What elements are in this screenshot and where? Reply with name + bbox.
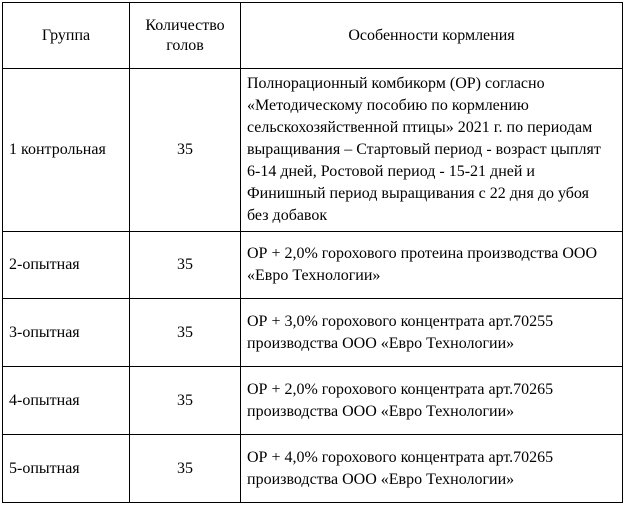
cell-feeding: ОР + 4,0% горохового концентрата арт.70265 производства ООО «Евро Технологии» xyxy=(241,435,623,503)
table-row xyxy=(3,69,623,232)
table-row xyxy=(3,367,623,435)
cell-group: 4-опытная xyxy=(3,367,130,435)
header-count: Количество голов xyxy=(130,3,241,69)
cell-count: 35 xyxy=(130,367,241,435)
cell-group: 3-опытная xyxy=(3,299,130,367)
cell-group: 5-опытная xyxy=(3,435,130,503)
table-row xyxy=(3,299,623,367)
cell-feeding: Полнорационный комбикорм (ОР) согласно «Методическому пособию по кормлению сельскохозяйственной птицы» 2021 г. по периодам выращивания – Стартовый период - возраст цыплят 6-14 дней, Ростовой период - 15-21 дней и Финишный период выращивания с 22 дня до убоя без добавок xyxy=(241,69,623,232)
table-row xyxy=(3,232,623,299)
header-feeding: Особенности кормления xyxy=(241,3,623,69)
header-group: Группа xyxy=(3,3,130,69)
cell-count: 35 xyxy=(130,435,241,503)
cell-group: 1 контрольная xyxy=(3,69,130,232)
table-header-row xyxy=(3,3,623,69)
cell-feeding: ОР + 2,0% горохового протеина производства ООО «Евро Технологии» xyxy=(241,232,623,299)
table-row xyxy=(3,435,623,503)
cell-group: 2-опытная xyxy=(3,232,130,299)
cell-count: 35 xyxy=(130,299,241,367)
feeding-groups-table xyxy=(2,2,623,503)
cell-feeding: ОР + 3,0% горохового концентрата арт.70255 производства ООО «Евро Технологии» xyxy=(241,299,623,367)
cell-count: 35 xyxy=(130,232,241,299)
cell-count: 35 xyxy=(130,69,241,232)
cell-feeding: ОР + 2,0% горохового концентрата арт.70265 производства ООО «Евро Технологии» xyxy=(241,367,623,435)
